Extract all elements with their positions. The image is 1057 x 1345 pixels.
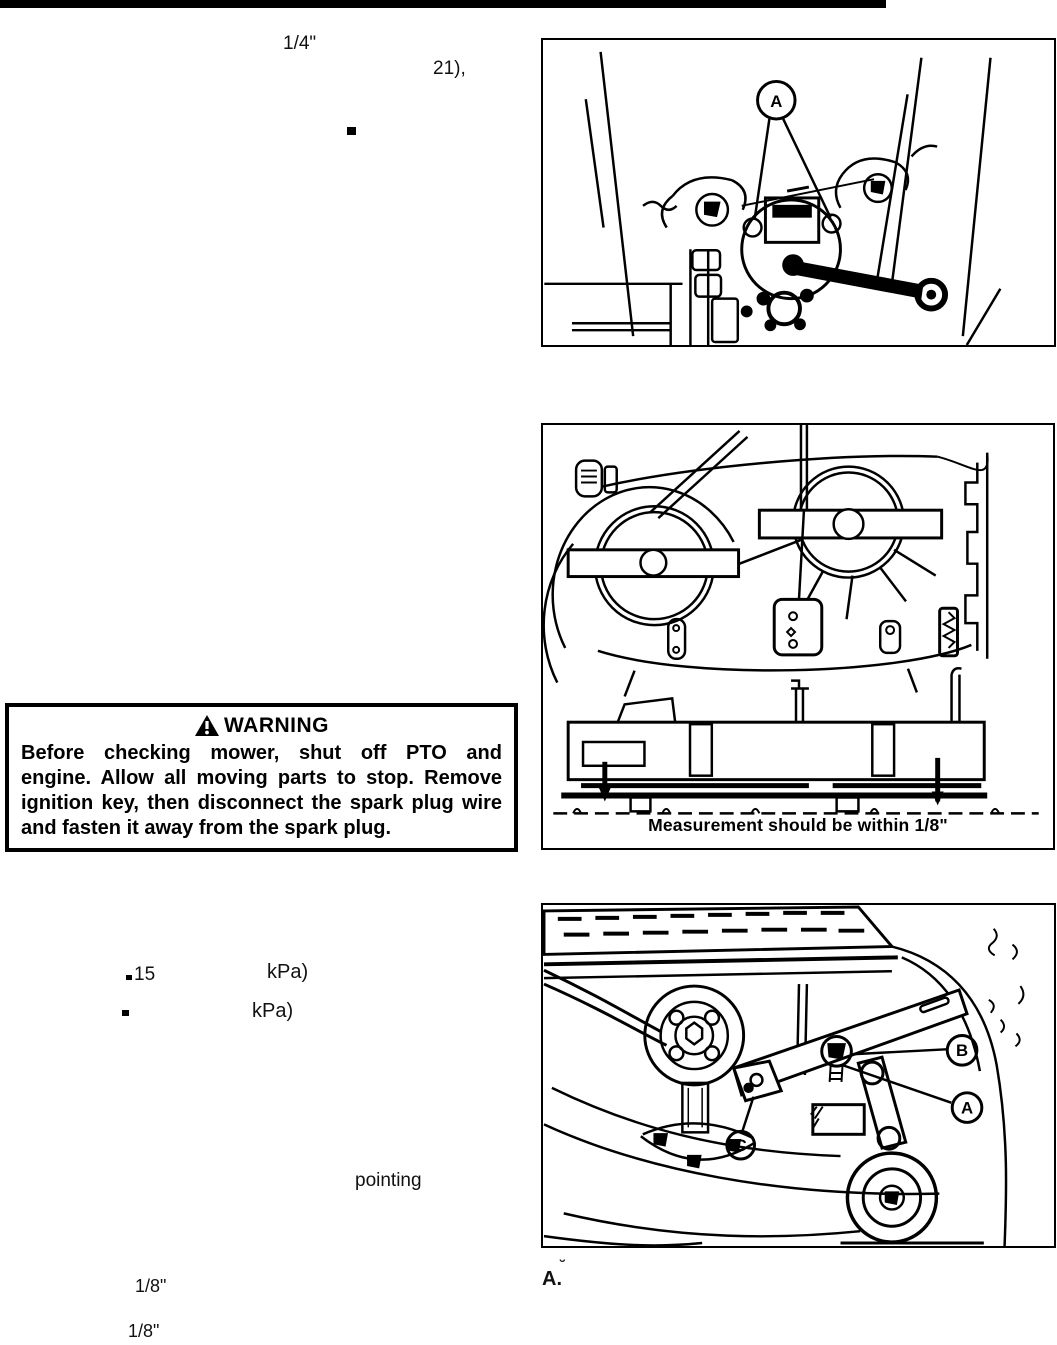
text-pointing: pointing [355, 1170, 422, 1191]
callout-b-label: B [956, 1041, 969, 1061]
bullet-icon [122, 1010, 129, 1016]
callout-c-label: C [734, 1136, 747, 1156]
section-rule-bar [0, 0, 886, 8]
text-eighth-inch-1: 1/8" [135, 1276, 167, 1296]
text-kpa1-num: 15 [134, 964, 156, 985]
tractor-body-edge [892, 929, 1024, 1246]
warning-line: and fasten it away from the spark plug. [21, 817, 392, 839]
deck-top-view [544, 425, 988, 696]
mount-bolt-left [643, 177, 745, 227]
square-bullet-icon [347, 127, 356, 135]
warning-body [21, 741, 502, 841]
text-kpa1-unit: kPa) [267, 961, 309, 983]
warning-line: engine. Allow all moving parts to stop. Remove [21, 767, 502, 789]
mount-bolt-right [836, 146, 937, 208]
figure-deck-drawing [543, 425, 1053, 848]
figure-deck-leveling [541, 423, 1055, 850]
dash-line [787, 187, 809, 191]
text-quarter-inch: 1/4" [283, 33, 317, 54]
warning-line: ignition key, then disconnect the spark plug wire [21, 792, 502, 814]
running-board [544, 907, 898, 978]
warning-triangle-icon [194, 714, 220, 738]
figure-gauge-wheel-drawing [543, 905, 1054, 1246]
stray-scan-mark: ˘ [560, 1258, 566, 1275]
warning-box [5, 703, 518, 852]
idler-arm [795, 261, 945, 308]
belt-and-pulley [544, 970, 744, 1085]
callout-a-label: A [960, 1098, 974, 1118]
warning-title-row [9, 714, 514, 738]
warning-line: Before checking mower, shut off PTO and [21, 742, 502, 764]
figure-clutch-drawing [543, 40, 1054, 345]
text-ref-21: 21), [433, 58, 466, 79]
figure-clutch-mounting [541, 38, 1056, 347]
text-eighth-inch-2: 1/8" [128, 1321, 160, 1341]
figure-caption: Measurement should be within 1/8" [648, 815, 948, 835]
warning-title: WARNING [224, 714, 329, 737]
text-kpa2-unit: kPa) [252, 1000, 294, 1022]
bullet-icon [126, 975, 132, 980]
text-label-a: A. [542, 1268, 562, 1290]
figure-gauge-wheel [541, 903, 1056, 1248]
callout-a-label: A [770, 92, 783, 112]
gauge-wheel [841, 1153, 984, 1243]
